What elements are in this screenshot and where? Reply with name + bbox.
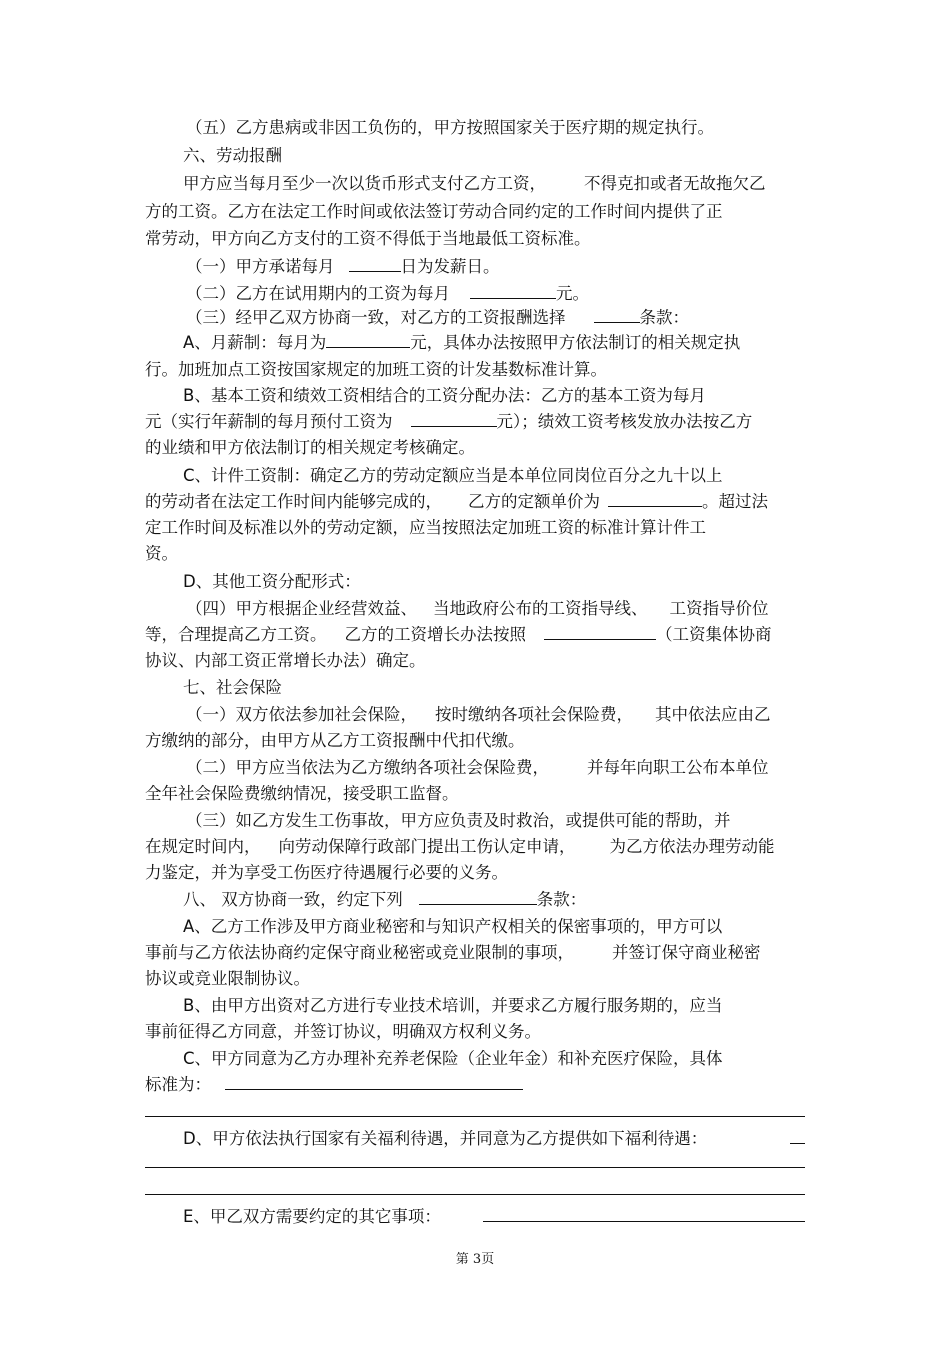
text-line: 方缴纳的部分，由甲方从乙方工资报酬中代扣代缴。 bbox=[145, 731, 525, 750]
fill-blank[interactable] bbox=[608, 491, 702, 507]
text-line: （二）甲方应当依法为乙方缴纳各项社会保险费， 并每年向职工公布本单位 bbox=[186, 758, 769, 777]
text-line: 行。加班加点工资按国家规定的加班工资的计发基数标准计算。 bbox=[145, 360, 607, 379]
text-line: A、月薪制：每月为 元，具体办法按照甲方依法制订的相关规定执 bbox=[183, 333, 741, 352]
text-line: D、其他工资分配形式： bbox=[183, 572, 361, 591]
fill-blank[interactable] bbox=[544, 624, 656, 640]
text-line: （二）乙方在试用期内的工资为每月 元。 bbox=[186, 284, 589, 303]
text-line: 的劳动者在法定工作时间内能够完成的， 乙方的定额单价为 。超过法 bbox=[145, 492, 768, 511]
text-line: 的业绩和甲方依法制订的相关规定考核确定。 bbox=[145, 438, 475, 457]
fill-blank[interactable] bbox=[326, 332, 410, 348]
text-line: 方的工资。乙方在法定工作时间或依法签订劳动合同约定的工作时间内提供了正 bbox=[145, 202, 723, 221]
text-line: E、甲乙双方需要约定的其它事项： bbox=[183, 1207, 441, 1226]
fill-blank[interactable] bbox=[594, 307, 640, 323]
text-line: C、计件工资制：确定乙方的劳动定额应当是本单位同岗位百分之九十以上 bbox=[183, 466, 723, 485]
text-line: 定工作时间及标准以外的劳动定额，应当按照法定加班工资的标准计算计件工 bbox=[145, 518, 706, 537]
text-line: 协议或竞业限制协议。 bbox=[145, 969, 310, 988]
text-line: （五）乙方患病或非因工负伤的，甲方按照国家关于医疗期的规定执行。 bbox=[186, 118, 714, 137]
text-line: 甲方应当每月至少一次以货币形式支付乙方工资， 不得克扣或者无故拖欠乙 bbox=[183, 174, 766, 193]
text-line: 在规定时间内， 向劳动保障行政部门提出工伤认定申请， 为乙方依法办理劳动能 bbox=[145, 837, 775, 856]
section-heading: 七、社会保险 bbox=[183, 678, 282, 697]
text-line: 事前征得乙方同意，并签订协议，明确双方权利义务。 bbox=[145, 1022, 541, 1041]
fill-line[interactable] bbox=[145, 1116, 805, 1117]
section-heading: 八、 双方协商一致，约定下列 条款： bbox=[183, 890, 587, 909]
text-line: 常劳动，甲方向乙方支付的工资不得低于当地最低工资标准。 bbox=[145, 229, 591, 248]
text-line: （一）甲方承诺每月 日为发薪日。 bbox=[186, 257, 500, 276]
text-line: 资。 bbox=[145, 544, 178, 563]
text-line: 力鉴定，并为享受工伤医疗待遇履行必要的义务。 bbox=[145, 863, 508, 882]
text-line: （三）如乙方发生工伤事故，甲方应负责及时救治，或提供可能的帮助，并 bbox=[186, 811, 731, 830]
text-line: 标准为： bbox=[145, 1074, 523, 1096]
fill-line[interactable] bbox=[483, 1221, 805, 1222]
section-heading: 六、劳动报酬 bbox=[183, 146, 282, 165]
fill-blank[interactable] bbox=[349, 256, 401, 272]
fill-blank[interactable] bbox=[419, 889, 537, 905]
page-number: 第 3页 bbox=[455, 1252, 495, 1267]
fill-line[interactable] bbox=[145, 1194, 805, 1195]
text-line: 元（实行年薪制的每月预付工资为 元）；绩效工资考核发放办法按乙方 bbox=[145, 412, 753, 431]
text-line: B、基本工资和绩效工资相结合的工资分配办法：乙方的基本工资为每月 bbox=[183, 386, 706, 405]
fill-blank[interactable] bbox=[411, 411, 497, 427]
text-line: D、甲方依法执行国家有关福利待遇，并同意为乙方提供如下福利待遇： bbox=[183, 1129, 708, 1148]
text-line: 协议、内部工资正常增长办法）确定。 bbox=[145, 651, 426, 670]
fill-line[interactable] bbox=[790, 1143, 805, 1144]
text-line: B、由甲方出资对乙方进行专业技术培训，并要求乙方履行服务期的，应当 bbox=[183, 996, 723, 1015]
text-line: （四）甲方根据企业经营效益、 当地政府公布的工资指导线、 工资指导价位 bbox=[186, 599, 769, 618]
text-line: 等，合理提高乙方工资。 乙方的工资增长办法按照 （工资集体协商 bbox=[145, 625, 772, 644]
fill-blank[interactable] bbox=[470, 283, 556, 299]
text-line: （三）经甲乙双方协商一致，对乙方的工资报酬选择 条款： bbox=[186, 308, 689, 327]
text-line: 全年社会保险费缴纳情况，接受职工监督。 bbox=[145, 784, 459, 803]
text-line: 事前与乙方依法协商约定保守商业秘密或竞业限制的事项， 并签订保守商业秘密 bbox=[145, 943, 761, 962]
fill-blank[interactable] bbox=[225, 1074, 523, 1090]
text-line: C、甲方同意为乙方办理补充养老保险（企业年金）和补充医疗保险，具体 bbox=[183, 1049, 723, 1068]
text-line: （一）双方依法参加社会保险， 按时缴纳各项社会保险费， 其中依法应由乙 bbox=[186, 705, 771, 724]
text-line: A、乙方工作涉及甲方商业秘密和与知识产权相关的保密事项的，甲方可以 bbox=[183, 917, 723, 936]
fill-line[interactable] bbox=[145, 1167, 805, 1168]
